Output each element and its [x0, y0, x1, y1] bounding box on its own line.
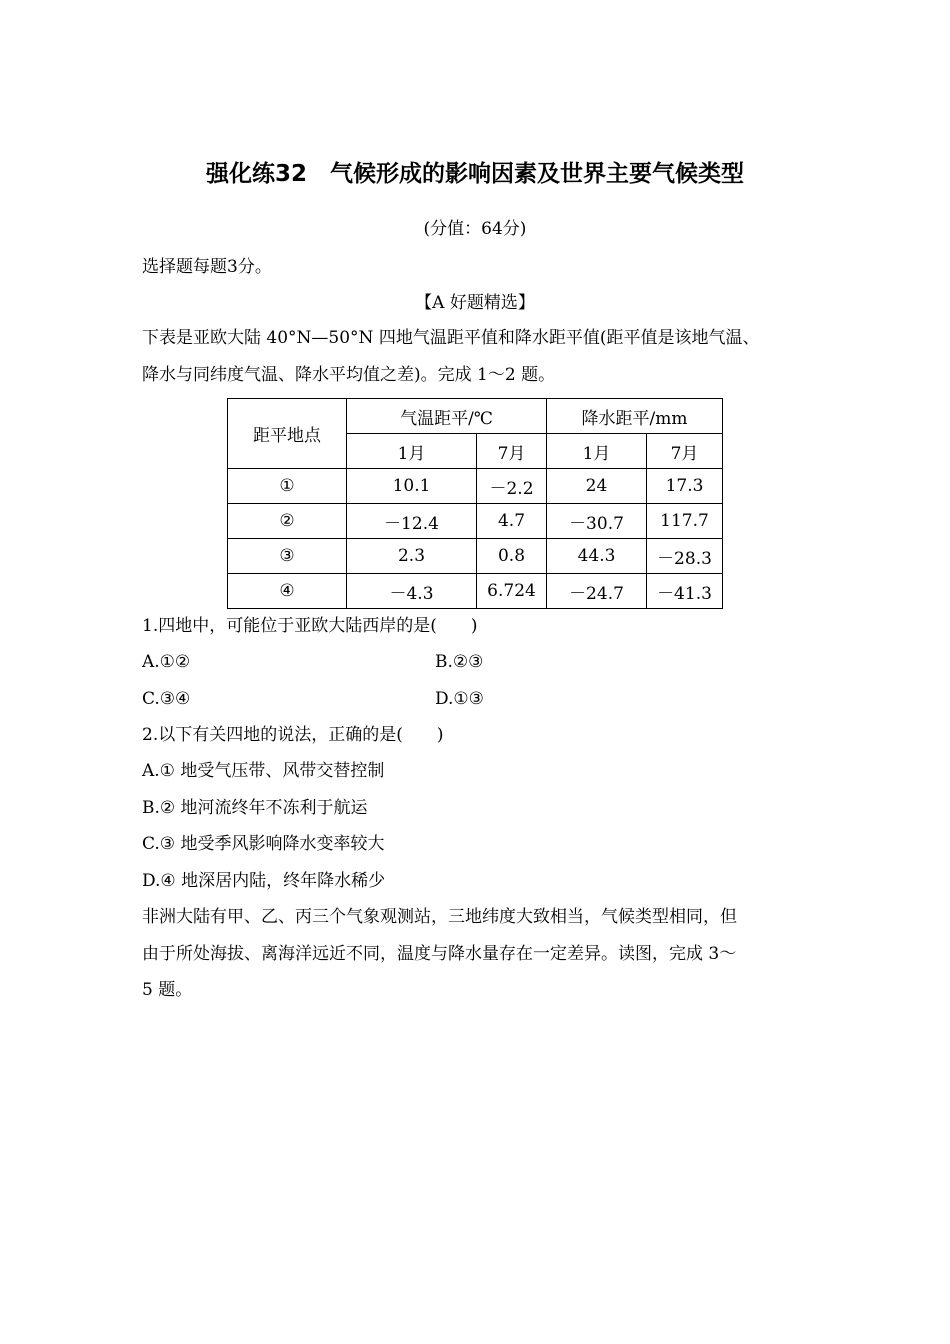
table-cell: －28.3 — [647, 539, 723, 574]
instruction: 选择题每题3分。 — [142, 257, 272, 277]
page-title: 强化练32 气候形成的影响因素及世界主要气候类型 — [205, 161, 744, 187]
table-row — [228, 574, 723, 609]
table-cell: －2.2 — [477, 469, 547, 504]
table-cell: 117.7 — [647, 504, 723, 539]
table-row — [228, 539, 723, 574]
q2-option-d[interactable]: D.④ 地深居内陆，终年降水稀少 — [142, 871, 386, 891]
q1-option-b[interactable]: B.②③ — [435, 652, 484, 672]
anomaly-table — [227, 398, 723, 609]
table-cell: 44.3 — [547, 539, 647, 574]
q2-option-b[interactable]: B.② 地河流终年不冻利于航运 — [142, 798, 368, 818]
table-cell: －30.7 — [547, 504, 647, 539]
row-label: ④ — [228, 574, 347, 609]
table-cell: －41.3 — [647, 574, 723, 609]
row-label: ③ — [228, 539, 347, 574]
temp-anomaly-header: 气温距平/℃ — [347, 399, 547, 434]
score-note: (分值：64分) — [423, 219, 527, 239]
intro-line-2: 降水与同纬度气温、降水平均值之差)。完成 1～2 题。 — [142, 365, 556, 385]
section-heading: 【A 好题精选】 — [415, 293, 535, 313]
precip-anomaly-header: 降水距平/mm — [547, 399, 723, 434]
table-cell: 6.724 — [477, 574, 547, 609]
table-cell: 24 — [547, 469, 647, 504]
table-cell: －24.7 — [547, 574, 647, 609]
q1-option-a[interactable]: A.①② — [142, 652, 191, 672]
month-header: 1月 — [547, 434, 647, 469]
question-1-stem: 1.四地中，可能位于亚欧大陆西岸的是( ) — [142, 616, 478, 636]
question-2-stem: 2.以下有关四地的说法，正确的是( ) — [142, 725, 444, 745]
table-row — [228, 504, 723, 539]
table-cell: 4.7 — [477, 504, 547, 539]
q1-option-c[interactable]: C.③④ — [142, 689, 191, 709]
q2-option-c[interactable]: C.③ 地受季风影响降水变率较大 — [142, 834, 385, 854]
month-header: 1月 — [347, 434, 477, 469]
intro2-line-3: 5 题。 — [142, 980, 193, 1000]
table-cell: －4.3 — [347, 574, 477, 609]
month-header: 7月 — [477, 434, 547, 469]
row-label: ② — [228, 504, 347, 539]
month-header: 7月 — [647, 434, 723, 469]
table-cell: －12.4 — [347, 504, 477, 539]
table-cell: 17.3 — [647, 469, 723, 504]
row-label: ① — [228, 469, 347, 504]
intro2-line-2: 由于所处海拔、离海洋远近不同，温度与降水量存在一定差异。读图，完成 3～ — [142, 944, 737, 964]
q2-option-a[interactable]: A.① 地受气压带、风带交替控制 — [142, 761, 385, 781]
table-cell: 10.1 — [347, 469, 477, 504]
table-row — [228, 469, 723, 504]
intro2-line-1: 非洲大陆有甲、乙、丙三个气象观测站，三地纬度大致相当，气候类型相同，但 — [142, 907, 737, 927]
intro-line-1: 下表是亚欧大陆 40°N—50°N 四地气温距平值和降水距平值(距平值是该地气温、 — [142, 328, 760, 348]
table-cell: 0.8 — [477, 539, 547, 574]
table-cell: 2.3 — [347, 539, 477, 574]
table-corner-header: 距平地点 — [228, 399, 347, 469]
q1-option-d[interactable]: D.①③ — [435, 689, 484, 709]
